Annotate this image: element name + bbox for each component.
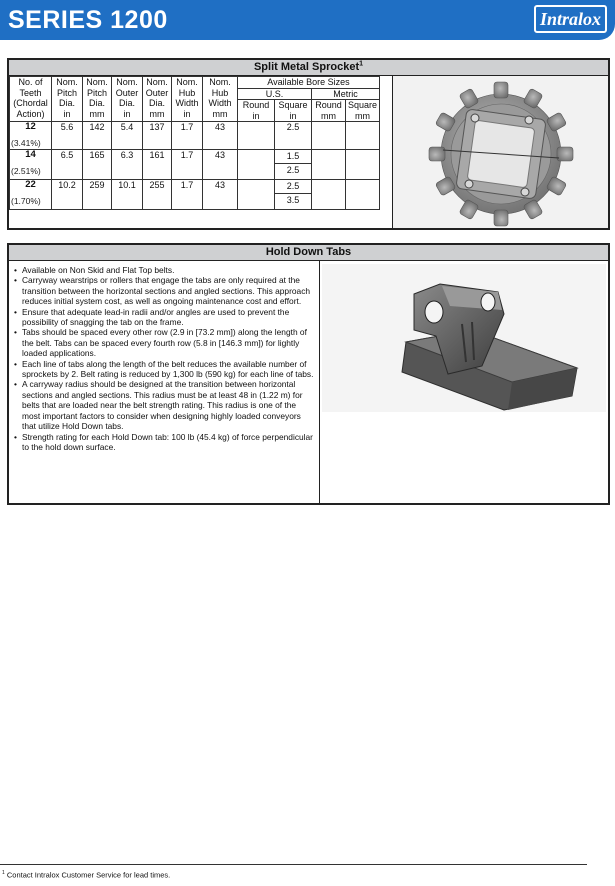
hold-down-tab-photo bbox=[322, 264, 606, 412]
outer-in-cell: 5.4 bbox=[112, 122, 143, 150]
header-square-in: Square in bbox=[275, 100, 312, 122]
header-us: U.S. bbox=[238, 88, 312, 100]
sprocket-icon bbox=[393, 76, 609, 228]
header-outer-in: Nom. Outer Dia. in bbox=[112, 77, 143, 122]
square-in-cell: 1.5 2.5 bbox=[275, 150, 312, 180]
table-row bbox=[10, 150, 380, 180]
square-mm-cell bbox=[346, 150, 380, 180]
list-item: • Available on Non Skid and Flat Top belts. bbox=[13, 265, 315, 275]
pitch-in-cell: 10.2 bbox=[52, 180, 83, 210]
header-hub-mm: Nom. Hub Width mm bbox=[203, 77, 238, 122]
series-title: SERIES 1200 bbox=[8, 6, 168, 34]
header-round-mm: Round mm bbox=[312, 100, 346, 122]
list-item: • Strength rating for each Hold Down tab: 100 lb (45.4 kg) of force perpendicular to the hold down surface. bbox=[13, 432, 315, 453]
hold-down-tab-icon bbox=[322, 264, 606, 412]
header-square-mm: Square mm bbox=[346, 100, 380, 122]
split-metal-sprocket-panel bbox=[7, 58, 610, 230]
outer-mm-cell: 255 bbox=[143, 180, 172, 210]
footnote-rule bbox=[0, 864, 587, 865]
header-hub-in: Nom. Hub Width in bbox=[172, 77, 203, 122]
outer-in-cell: 6.3 bbox=[112, 150, 143, 180]
pitch-mm-cell: 165 bbox=[83, 150, 112, 180]
list-item: • Each line of tabs along the length of the belt reduces the available number of sprockets by 2. Belt rating is reduced by 1,300 lb (590 kg) for each line of tabs. bbox=[13, 359, 315, 380]
page-header bbox=[0, 0, 615, 40]
list-item: • Carryway wearstrips or rollers that engage the tabs are only required at the transition between the horizontal sections and angled sections. This approach reduces initial system cost, as well as ongoing maintenance cost and effort. bbox=[13, 275, 315, 306]
tabs-panel-title: Hold Down Tabs bbox=[9, 245, 608, 261]
square-mm-cell bbox=[346, 122, 380, 150]
hub-in-cell: 1.7 bbox=[172, 180, 203, 210]
teeth-cell: 14 (2.51%) bbox=[10, 150, 52, 180]
split-metal-sprocket-photo bbox=[392, 76, 608, 228]
header-metric: Metric bbox=[312, 88, 380, 100]
round-in-cell bbox=[238, 150, 275, 180]
outer-mm-cell: 137 bbox=[143, 122, 172, 150]
square-in-cell: 2.5 bbox=[275, 122, 312, 150]
hub-mm-cell: 43 bbox=[203, 150, 238, 180]
header-pitch-mm: Nom. Pitch Dia. mm bbox=[83, 77, 112, 122]
round-in-cell bbox=[238, 180, 275, 210]
list-item: • Tabs should be spaced every other row (2.9 in [73.2 mm]) along the length of the belt. Tabs can be spaced every fourth row (5.8 in [146.3 mm]) for lightly loaded applications. bbox=[13, 327, 315, 358]
hub-in-cell: 1.7 bbox=[172, 122, 203, 150]
hold-down-tabs-panel bbox=[7, 243, 610, 505]
hub-mm-cell: 43 bbox=[203, 122, 238, 150]
tabs-bullet-list bbox=[13, 265, 315, 452]
teeth-cell: 12 (3.41%) bbox=[10, 122, 52, 150]
list-item: • A carryway radius should be designed at the transition between horizontal sections and angled sections. This radius must be at least 48 in (1.22 m) for belts that are loaded near the belt strength rating. This radius is one of the most important factors to consider when designing highly loaded conveyors that utilize Hold Down tabs. bbox=[13, 379, 315, 431]
header-pitch-in: Nom. Pitch Dia. in bbox=[52, 77, 83, 122]
outer-mm-cell: 161 bbox=[143, 150, 172, 180]
pitch-mm-cell: 259 bbox=[83, 180, 112, 210]
header-round-in: Round in bbox=[238, 100, 275, 122]
header-outer-mm: Nom. Outer Dia. mm bbox=[143, 77, 172, 122]
hub-in-cell: 1.7 bbox=[172, 150, 203, 180]
sprocket-panel-title: Split Metal Sprocket$^1$ bbox=[9, 60, 608, 76]
list-item: • Ensure that adequate lead-in radii and/or angles are used to prevent the possibility of snagging the tab on the frame. bbox=[13, 307, 315, 328]
round-in-cell bbox=[238, 122, 275, 150]
round-mm-cell bbox=[312, 122, 346, 150]
column-divider bbox=[319, 261, 320, 503]
table-row bbox=[10, 180, 380, 210]
footnote: $^1$ Contact Intralox Customer Service for lead times. bbox=[2, 870, 171, 880]
round-mm-cell bbox=[312, 150, 346, 180]
square-in-cell: 2.5 3.5 bbox=[275, 180, 312, 210]
pitch-in-cell: 6.5 bbox=[52, 150, 83, 180]
intralox-logo: Intralox bbox=[534, 5, 607, 33]
sprocket-spec-table bbox=[9, 76, 380, 210]
header-teeth: No. of Teeth (Chordal Action) bbox=[10, 77, 52, 122]
table-row bbox=[10, 122, 380, 150]
header-bore-sizes: Available Bore Sizes bbox=[238, 77, 380, 89]
round-mm-cell bbox=[312, 180, 346, 210]
teeth-cell: 22 (1.70%) bbox=[10, 180, 52, 210]
square-mm-cell bbox=[346, 180, 380, 210]
hub-mm-cell: 43 bbox=[203, 180, 238, 210]
pitch-mm-cell: 142 bbox=[83, 122, 112, 150]
pitch-in-cell: 5.6 bbox=[52, 122, 83, 150]
outer-in-cell: 10.1 bbox=[112, 180, 143, 210]
